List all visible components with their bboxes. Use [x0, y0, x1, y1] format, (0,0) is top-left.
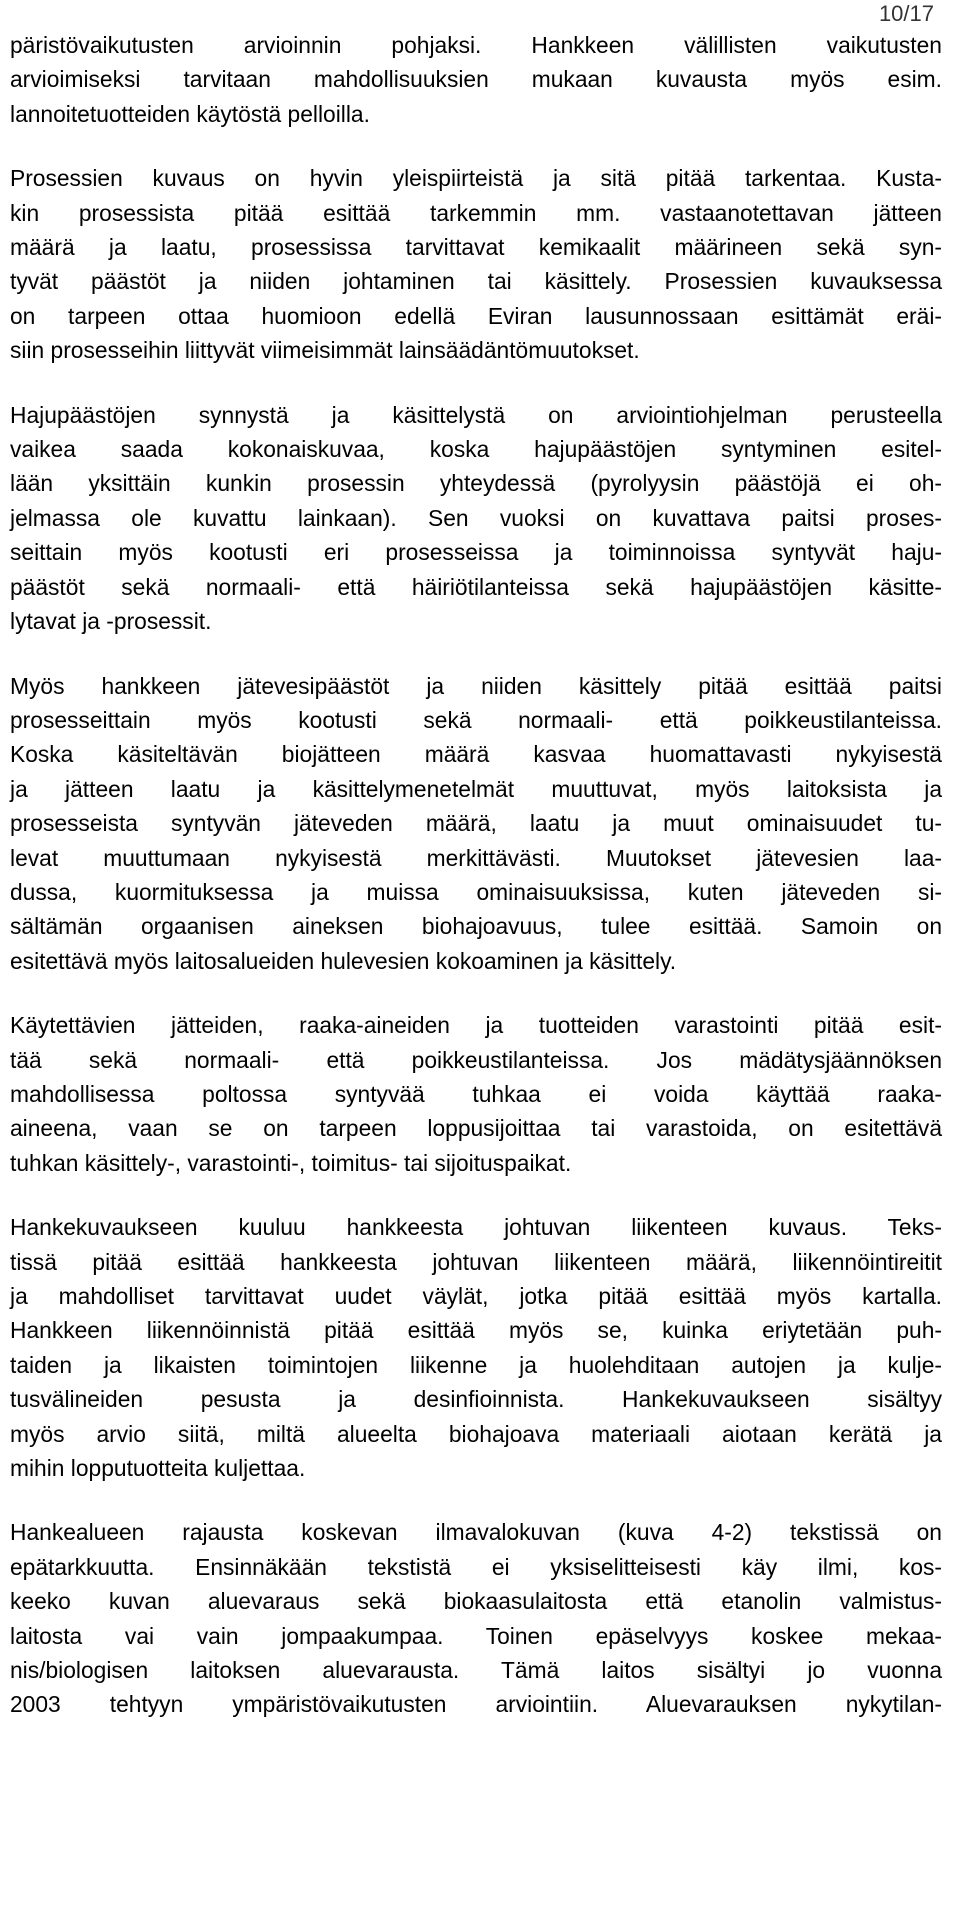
paragraph-4 — [10, 669, 942, 979]
text-line: tissä pitää esittää hankkeesta johtuvan liikenteen määrä, liikennöintireitit — [10, 1248, 942, 1275]
paragraph-3 — [10, 398, 942, 639]
paragraph-1 — [10, 28, 942, 131]
text-line: arvioimiseksi tarvitaan mahdollisuuksien mukaan kuvausta myös esim. — [10, 66, 942, 93]
paragraph-2 — [10, 161, 942, 367]
text-line: määrä ja laatu, prosessissa tarvittavat kemikaalit määrineen sekä syn- — [10, 234, 942, 261]
text-line: esitettävä myös laitosalueiden hulevesien kokoaminen ja käsittely. — [10, 947, 677, 974]
paragraph-5 — [10, 1008, 942, 1180]
text-line: Hankekuvaukseen kuuluu hankkeesta johtuvan liikenteen kuvaus. Teks- — [10, 1214, 942, 1241]
text-line: mihin lopputuotteita kuljettaa. — [10, 1455, 306, 1482]
text-line: lään yksittäin kunkin prosessin yhteydessä (pyrolyysin päästöjä ei oh- — [10, 470, 942, 497]
text-line: tyvät päästöt ja niiden johtaminen tai käsittely. Prosessien kuvauksessa — [10, 268, 942, 295]
text-line: tää sekä normaali- että poikkeustilanteissa. Jos mädätysjäännöksen — [10, 1046, 942, 1073]
text-line: vaikea saada kokonaiskuvaa, koska hajupäästöjen syntyminen esitel- — [10, 436, 942, 463]
text-line: päristövaikutusten arvioinnin pohjaksi. Hankkeen välillisten vaikutusten — [10, 32, 942, 58]
text-line: sältämän orgaanisen aineksen biohajoavuus, tulee esittää. Samoin on — [10, 913, 942, 940]
text-line: keeko kuvan aluevaraus sekä biokaasulaitosta että etanolin valmistus- — [10, 1588, 942, 1615]
text-line: ja jätteen laatu ja käsittelymenetelmät muuttuvat, myös laitoksista ja — [10, 775, 942, 802]
text-line: ja mahdolliset tarvittavat uudet väylät, jotka pitää esittää myös kartalla. — [10, 1283, 942, 1309]
text-line: jelmassa ole kuvattu lainkaan). Sen vuoksi on kuvattava paitsi proses- — [10, 504, 942, 531]
text-line: taiden ja likaisten toimintojen liikenne ja huolehditaan autojen ja kulje- — [10, 1351, 942, 1378]
paragraph-7 — [10, 1515, 942, 1721]
text-line: Hankealueen rajausta koskevan ilmavalokuvan (kuva 4-2) tekstissä on — [10, 1519, 942, 1546]
text-line: Myös hankkeen jätevesipäästöt ja niiden käsittely pitää esittää paitsi — [10, 672, 942, 699]
text-line: dussa, kuormituksessa ja muissa ominaisuuksissa, kuten jäteveden si- — [10, 878, 942, 905]
text-line: kin prosessista pitää esittää tarkemmin mm. vastaanotettavan jätteen — [10, 199, 942, 226]
document-body — [10, 28, 942, 1752]
text-line: tuhkan käsittely-, varastointi-, toimitus- tai sijoituspaikat. — [10, 1149, 572, 1176]
text-line: siin prosesseihin liittyvät viimeisimmät lainsäädäntömuutokset. — [10, 337, 640, 364]
text-line: 2003 tehtyyn ympäristövaikutusten arviointiin. Aluevarauksen nykytilan- — [10, 1691, 942, 1718]
text-line: prosesseista syntyvän jäteveden määrä, laatu ja muut ominaisuudet tu- — [10, 810, 942, 837]
text-line: aineena, vaan se on tarpeen loppusijoittaa tai varastoida, on esitettävä — [10, 1115, 942, 1142]
text-line: Käytettävien jätteiden, raaka-aineiden ja tuotteiden varastointi pitää esit- — [10, 1012, 942, 1039]
text-line: Koska käsiteltävän biojätteen määrä kasvaa huomattavasti nykyisestä — [10, 741, 942, 768]
text-line: Prosessien kuvaus on hyvin yleispiirteistä ja sitä pitää tarkentaa. Kusta- — [10, 165, 942, 192]
text-line: päästöt sekä normaali- että häiriötilanteissa sekä hajupäästöjen käsitte- — [10, 573, 942, 600]
text-line: tusvälineiden pesusta ja desinfioinnista. Hankekuvaukseen sisältyy — [10, 1386, 942, 1413]
text-line: Hankkeen liikennöinnistä pitää esittää myös se, kuinka eriytetään puh- — [10, 1317, 942, 1344]
text-line: levat muuttumaan nykyisestä merkittävästi. Muutokset jätevesien laa- — [10, 844, 942, 871]
text-line: on tarpeen ottaa huomioon edellä Eviran lausunnossaan esittämät eräi- — [10, 302, 942, 329]
text-line: nis/biologisen laitoksen aluevarausta. Tämä laitos sisältyi jo vuonna — [10, 1657, 942, 1684]
text-line: epätarkkuutta. Ensinnäkään tekstistä ei yksiselitteisesti käy ilmi, kos- — [10, 1553, 942, 1580]
text-line: myös arvio siitä, miltä alueelta biohajoava materiaali aiotaan kerätä ja — [10, 1420, 942, 1447]
text-line: seittain myös kootusti eri prosesseissa ja toiminnoissa syntyvät haju- — [10, 539, 942, 566]
text-line: lytavat ja -prosessit. — [10, 608, 212, 635]
text-line: lannoitetuotteiden käytöstä pelloilla. — [10, 100, 370, 127]
text-line: Hajupäästöjen synnystä ja käsittelystä on arviointiohjelman perusteella — [10, 401, 942, 428]
text-line: laitosta vai vain jompaakumpaa. Toinen epäselvyys koskee mekaa- — [10, 1622, 942, 1649]
text-line: prosesseittain myös kootusti sekä normaali- että poikkeustilanteissa. — [10, 706, 942, 733]
text-line: mahdollisessa poltossa syntyvää tuhkaa ei voida käyttää raaka- — [10, 1080, 942, 1107]
page-number: 10/17 — [878, 1, 934, 26]
paragraph-6 — [10, 1210, 942, 1485]
